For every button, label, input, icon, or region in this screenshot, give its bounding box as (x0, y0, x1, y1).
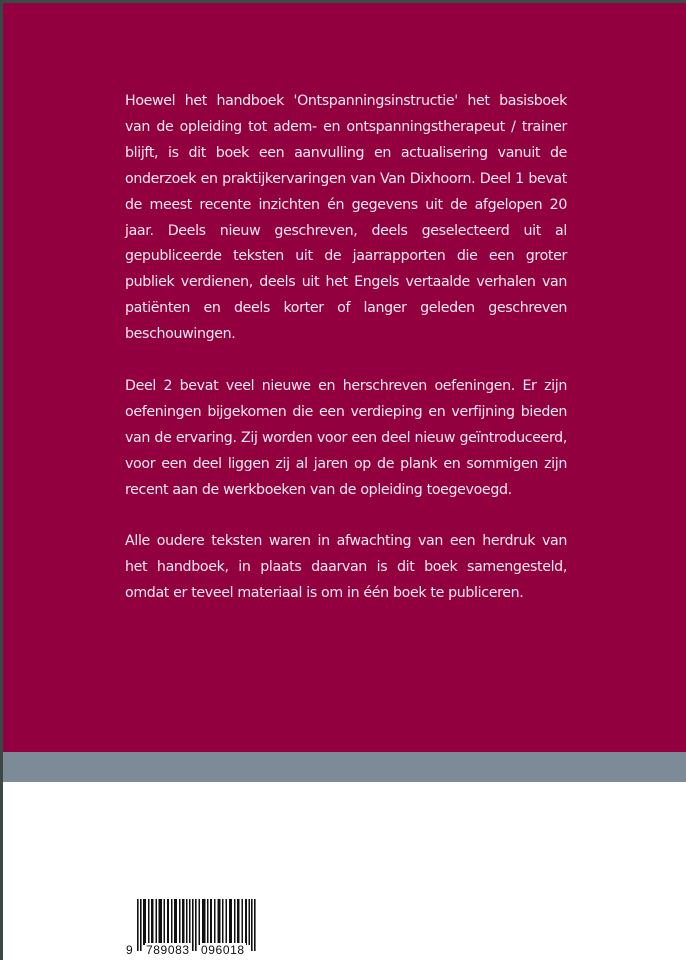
blurb-paragraph-2: Deel 2 bevat veel nieuwe en herschreven oefeningen. Er zijn oefeningen bijgekomen die een verdieping en verfijning bieden van de ervaring. Zij worden voor een deel nieuw geïntroduceerd, voor een deel liggen zij al jaren op de plank en sommigen zijn recent aan de werkboeken van de opleiding toegevoegd. (125, 377, 567, 498)
isbn-prefix-digit: 9 (126, 943, 133, 957)
isbn-barcode (125, 897, 265, 959)
blurb-paragraph-3: Alle oudere teksten waren in afwachting van een herdruk van het handboek, in plaats daarvan is dit boek samengesteld, omdat er teveel materiaal is om in één boek te publiceren. (125, 533, 567, 602)
lower-white-area (3, 782, 686, 960)
isbn-left-group: 789083 (146, 943, 190, 957)
blurb-paragraph-1: Hoewel het handboek 'Ontspanningsinstructie' het basisboek van de opleiding tot adem- en ontspanningstherapeut / trainer blijft, is dit boek een aanvulling en actualisering vanuit de onderzoek en praktijkervaringen van Van Dixhoorn. Deel 1 bevat de meest recente inzichten én gegevens uit de afgelopen 20 jaar. Deels nieuw geschreven, deels geselecteerd uit al gepubliceerde teksten uit de jaarrapporten die een groter publiek verdienen, deels uit het Engels vertaalde verhalen van patiënten en deels korter of langer geleden geschreven beschouwingen. (125, 93, 567, 343)
back-cover-blurb (125, 89, 567, 633)
isbn-right-group: 096018 (201, 943, 245, 957)
isbn-digits (125, 943, 265, 957)
gray-divider-band (3, 752, 686, 782)
